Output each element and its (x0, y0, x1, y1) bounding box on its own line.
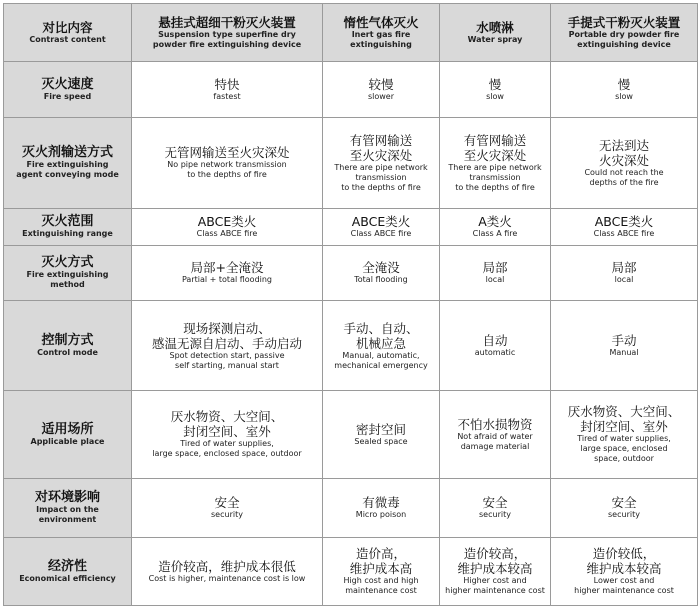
column-header-en: Suspension type superfine dry (158, 29, 296, 39)
cell-text-zh: ABCE类火 (594, 214, 654, 230)
row-header-en: agent conveying mode (16, 170, 119, 180)
cell-water-spray (440, 209, 551, 246)
row-header-zh: 灭火剂输送方式 (21, 145, 113, 161)
cell-text-en: transmission (355, 172, 407, 182)
cell-text-en: Spot detection start, passive (169, 350, 285, 360)
cell-text-en: Tired of water supplies, (180, 439, 274, 449)
row-header-en: Fire extinguishing (26, 270, 109, 280)
row-header-cell (4, 61, 132, 117)
column-header-inert-gas (323, 4, 440, 62)
cell-text-en: slower (367, 91, 395, 101)
row-header-zh: 经济性 (47, 558, 87, 574)
row-header-cell (4, 537, 132, 605)
cell-text-zh: ABCE类火 (197, 214, 257, 230)
table-body (4, 4, 698, 606)
cell-text-en: depths of the fire (589, 177, 659, 187)
cell-inert-gas (323, 117, 440, 208)
column-header-en: powder fire extinguishing device (152, 39, 302, 49)
cell-text-en: maintenance cost (345, 586, 417, 596)
cell-portable-device (551, 117, 698, 208)
cell-text-zh: 慢 (488, 76, 502, 92)
table-row (4, 245, 698, 301)
column-header-en: extinguishing (350, 39, 412, 49)
cell-text-en: slow (615, 91, 633, 101)
cell-text-en: Could not reach the (584, 167, 664, 177)
cell-text-zh: 感温无源自启动、手动启动 (151, 335, 302, 351)
cell-water-spray (440, 61, 551, 117)
column-header-water-spray (440, 4, 551, 62)
row-header-cell (4, 209, 132, 246)
cell-text-zh: A类火 (478, 214, 512, 230)
cell-text-zh: 密封空间 (355, 421, 406, 437)
cell-text-zh: 局部 (482, 260, 508, 276)
cell-text-en: Class A fire (472, 229, 518, 239)
cell-hanging-device (132, 117, 323, 208)
cell-text-zh: 厌水物资、大空间、 (170, 409, 284, 425)
cell-water-spray (440, 301, 551, 390)
row-header-zh: 适用场所 (41, 421, 94, 437)
header-row (4, 4, 698, 62)
cell-text-en: mechanical emergency (334, 360, 428, 370)
cell-text-en: damage material (460, 441, 530, 451)
table-row (4, 537, 698, 605)
column-header-en: Portable dry powder fire (568, 29, 680, 39)
table-row (4, 209, 698, 246)
cell-water-spray (440, 479, 551, 538)
comparison-table-wrapper (3, 3, 697, 606)
cell-text-en: fastest (213, 91, 241, 101)
cell-text-zh: 自动 (482, 333, 508, 349)
column-header-zh: 手提式干粉灭火装置 (567, 14, 681, 30)
cell-text-zh: 造价高， (355, 546, 406, 562)
cell-inert-gas (323, 209, 440, 246)
row-header-en: Fire speed (43, 91, 92, 101)
cell-text-en: Manual (609, 348, 639, 358)
cell-water-spray (440, 390, 551, 478)
table-row (4, 390, 698, 478)
cell-inert-gas (323, 537, 440, 605)
cell-text-zh: 全淹没 (362, 260, 400, 276)
cell-portable-device (551, 61, 698, 117)
cell-portable-device (551, 301, 698, 390)
cell-text-zh: 无法到达 (598, 137, 649, 153)
cell-text-en: security (608, 510, 640, 520)
row-header-zh: 对环境影响 (34, 490, 100, 506)
row-header-en: Impact on the (36, 505, 99, 515)
cell-text-zh: 维护成本高 (349, 561, 413, 577)
column-header-zh: 悬挂式超细干粉灭火装置 (158, 14, 296, 30)
cell-inert-gas (323, 61, 440, 117)
corner-header-cell (4, 4, 132, 62)
cell-hanging-device (132, 209, 323, 246)
row-header-zh: 控制方式 (41, 333, 94, 349)
cell-text-en: local (614, 275, 634, 285)
cell-text-zh: 安全 (214, 495, 240, 511)
cell-text-en: automatic (474, 348, 516, 358)
cell-text-zh: 维护成本较高 (586, 561, 662, 577)
cell-text-en: self starting, manual start (175, 360, 279, 370)
cell-text-en: local (485, 275, 505, 285)
cell-text-zh: 封闭空间、室外 (183, 424, 271, 440)
cell-text-en: There are pipe network (334, 162, 428, 172)
cell-text-zh: ABCE类火 (351, 214, 411, 230)
cell-portable-device (551, 479, 698, 538)
cell-portable-device (551, 245, 698, 301)
cell-inert-gas (323, 245, 440, 301)
cell-text-en: higher maintenance cost (445, 586, 545, 596)
row-header-cell (4, 390, 132, 478)
row-header-en: Extinguishing range (22, 229, 113, 239)
cell-text-en: Total flooding (354, 275, 408, 285)
cell-text-en: higher maintenance cost (574, 586, 674, 596)
row-header-en: Applicable place (30, 436, 105, 446)
column-header-zh: 水喷淋 (476, 19, 514, 35)
column-header-zh: 惰性气体灭火 (343, 14, 419, 30)
cell-text-zh: 不怕水损物资 (457, 416, 533, 432)
cell-text-en: Manual, automatic, (342, 350, 420, 360)
cell-text-zh: 造价较低， (592, 546, 656, 562)
cell-text-zh: 手动、自动、 (343, 320, 419, 336)
table-row (4, 117, 698, 208)
cell-text-zh: 无管网输送至火灾深处 (164, 145, 290, 161)
row-header-en: Fire extinguishing (26, 160, 109, 170)
cell-text-en: Partial + total flooding (181, 275, 273, 285)
row-header-en: environment (38, 515, 97, 525)
column-header-en: Water spray (467, 34, 523, 44)
cell-text-en: Not afraid of water (457, 431, 533, 441)
cell-text-en: Tired of water supplies, (577, 434, 671, 444)
cell-text-zh: 慢 (617, 76, 631, 92)
cell-text-en: transmission (469, 172, 521, 182)
cell-text-en: large space, enclosed (580, 444, 668, 454)
cell-portable-device (551, 390, 698, 478)
cell-text-en: Class ABCE fire (196, 229, 258, 239)
row-header-zh: 灭火方式 (41, 255, 94, 271)
cell-text-en: Lower cost and (593, 576, 655, 586)
column-header-hanging-device (132, 4, 323, 62)
cell-text-en: High cost and high (343, 576, 419, 586)
cell-text-en: space, outdoor (594, 454, 654, 464)
cell-text-zh: 局部+全淹没 (190, 260, 264, 276)
row-header-zh: 灭火速度 (41, 76, 94, 92)
cell-water-spray (440, 117, 551, 208)
cell-text-zh: 局部 (611, 260, 637, 276)
cell-text-zh: 维护成本较高 (457, 561, 533, 577)
row-header-cell (4, 117, 132, 208)
cell-hanging-device (132, 245, 323, 301)
table-row (4, 301, 698, 390)
comparison-table (3, 3, 698, 606)
cell-text-zh: 较慢 (368, 76, 394, 92)
cell-text-en: Cost is higher, maintenance cost is low (148, 573, 306, 583)
cell-text-zh: 手动 (611, 333, 637, 349)
row-header-cell (4, 245, 132, 301)
table-row (4, 479, 698, 538)
cell-text-zh: 现场探测启动、 (183, 320, 271, 336)
cell-water-spray (440, 537, 551, 605)
cell-text-en: security (479, 510, 511, 520)
cell-text-en: security (211, 510, 243, 520)
cell-text-zh: 至火灾深处 (349, 147, 413, 163)
cell-text-zh: 封闭空间、室外 (580, 419, 668, 435)
cell-text-en: There are pipe network (448, 162, 542, 172)
cell-text-en: No pipe network transmission (167, 160, 287, 170)
cell-text-zh: 有管网输送 (463, 132, 527, 148)
row-header-zh: 灭火范围 (41, 214, 94, 230)
cell-text-zh: 有管网输送 (349, 132, 413, 148)
cell-text-zh: 特快 (214, 76, 240, 92)
table-row (4, 61, 698, 117)
cell-text-en: to the depths of fire (455, 182, 535, 192)
corner-header-zh: 对比内容 (42, 19, 93, 35)
cell-text-en: Micro poison (355, 510, 407, 520)
cell-portable-device (551, 209, 698, 246)
row-header-en: Economical efficiency (19, 573, 116, 583)
cell-hanging-device (132, 61, 323, 117)
cell-text-zh: 造价较高， (463, 546, 527, 562)
cell-text-zh: 有微毒 (362, 495, 400, 511)
row-header-cell (4, 479, 132, 538)
cell-text-zh: 安全 (611, 495, 637, 511)
column-header-en: extinguishing device (577, 39, 671, 49)
cell-text-zh: 厌水物资、大空间、 (567, 404, 681, 420)
cell-text-en: slow (486, 91, 504, 101)
cell-text-zh: 火灾深处 (598, 152, 649, 168)
cell-inert-gas (323, 390, 440, 478)
column-header-en: Inert gas fire (351, 29, 411, 39)
corner-header-en: Contrast content (29, 34, 106, 44)
row-header-en: method (50, 280, 85, 290)
cell-text-en: Class ABCE fire (593, 229, 655, 239)
cell-hanging-device (132, 390, 323, 478)
cell-hanging-device (132, 479, 323, 538)
cell-text-en: large space, enclosed space, outdoor (152, 449, 302, 459)
cell-text-en: Class ABCE fire (350, 229, 412, 239)
cell-water-spray (440, 245, 551, 301)
cell-text-en: to the depths of fire (341, 182, 421, 192)
cell-inert-gas (323, 301, 440, 390)
cell-text-zh: 至火灾深处 (463, 147, 527, 163)
row-header-cell (4, 301, 132, 390)
cell-text-en: Higher cost and (463, 576, 527, 586)
cell-inert-gas (323, 479, 440, 538)
column-header-portable-device (551, 4, 698, 62)
cell-portable-device (551, 537, 698, 605)
row-header-en: Control mode (37, 348, 98, 358)
cell-text-en: Sealed space (354, 436, 408, 446)
cell-text-en: to the depths of fire (187, 170, 267, 180)
cell-text-zh: 造价较高，维护成本很低 (158, 558, 296, 574)
cell-hanging-device (132, 301, 323, 390)
cell-text-zh: 机械应急 (355, 335, 406, 351)
cell-hanging-device (132, 537, 323, 605)
cell-text-zh: 安全 (482, 495, 508, 511)
